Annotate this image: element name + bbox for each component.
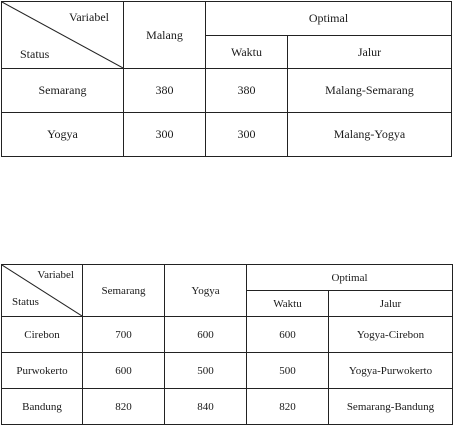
row-semarang-cell: 600 bbox=[83, 353, 165, 389]
table-row bbox=[2, 69, 452, 113]
table-row bbox=[2, 113, 452, 157]
column-header-semarang: Semarang bbox=[83, 265, 165, 317]
row-status-cell: Yogya bbox=[2, 113, 124, 157]
row-jalur-cell: Yogya-Purwokerto bbox=[329, 353, 453, 389]
row-malang-cell: 300 bbox=[124, 113, 206, 157]
table-semarang-yogya-optimal bbox=[1, 264, 453, 425]
row-waktu-cell: 500 bbox=[247, 353, 329, 389]
row-waktu-cell: 600 bbox=[247, 317, 329, 353]
row-yogya-cell: 840 bbox=[165, 389, 247, 425]
row-semarang-cell: 820 bbox=[83, 389, 165, 425]
subheader-waktu: Waktu bbox=[206, 36, 288, 69]
row-yogya-cell: 600 bbox=[165, 317, 247, 353]
row-semarang-cell: 700 bbox=[83, 317, 165, 353]
row-waktu-cell: 820 bbox=[247, 389, 329, 425]
group-header-optimal: Optimal bbox=[247, 265, 453, 291]
corner-variabel-label: Variabel bbox=[69, 10, 109, 24]
row-malang-cell: 380 bbox=[124, 69, 206, 113]
row-status-cell: Purwokerto bbox=[2, 353, 83, 389]
corner-variabel-label: Variabel bbox=[37, 269, 74, 281]
corner-header-cell bbox=[2, 265, 83, 317]
corner-header-cell bbox=[2, 2, 124, 69]
subheader-jalur: Jalur bbox=[288, 36, 452, 69]
row-jalur-cell: Yogya-Cirebon bbox=[329, 317, 453, 353]
subheader-jalur: Jalur bbox=[329, 291, 453, 317]
corner-status-label: Status bbox=[12, 296, 39, 308]
row-status-cell: Semarang bbox=[2, 69, 124, 113]
table-row bbox=[2, 317, 453, 353]
row-jalur-cell: Semarang-Bandung bbox=[329, 389, 453, 425]
corner-status-label: Status bbox=[20, 47, 50, 61]
row-jalur-cell: Malang-Semarang bbox=[288, 69, 452, 113]
row-waktu-cell: 300 bbox=[206, 113, 288, 157]
subheader-waktu: Waktu bbox=[247, 291, 329, 317]
row-yogya-cell: 500 bbox=[165, 353, 247, 389]
table-malang-optimal bbox=[1, 1, 452, 157]
row-waktu-cell: 380 bbox=[206, 69, 288, 113]
row-status-cell: Bandung bbox=[2, 389, 83, 425]
column-header-yogya: Yogya bbox=[165, 265, 247, 317]
row-jalur-cell: Malang-Yogya bbox=[288, 113, 452, 157]
column-header-malang: Malang bbox=[124, 2, 206, 69]
table-row bbox=[2, 389, 453, 425]
group-header-optimal: Optimal bbox=[206, 2, 452, 36]
row-status-cell: Cirebon bbox=[2, 317, 83, 353]
table-row bbox=[2, 353, 453, 389]
